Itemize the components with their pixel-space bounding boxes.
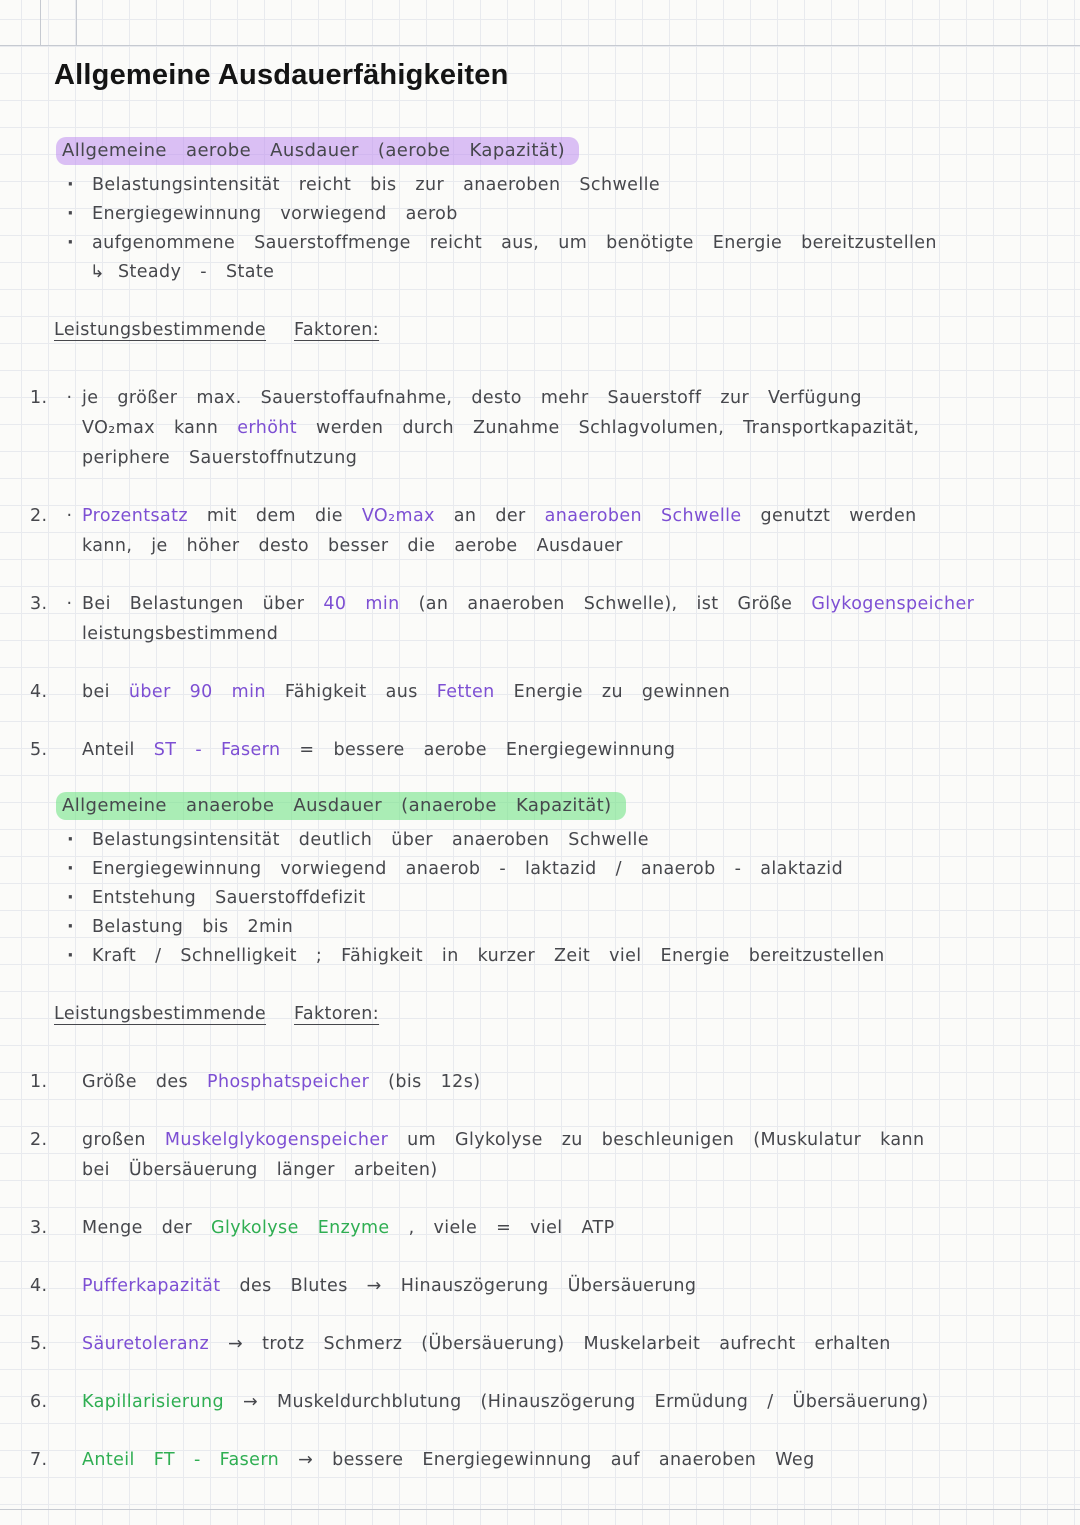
text-line <box>82 1445 1072 1475</box>
text-segment: Fähigkeit aus <box>265 682 437 702</box>
item-number: 5. <box>30 1334 48 1354</box>
underlined-label: Faktoren: <box>294 1004 380 1024</box>
text-segment: bei <box>82 682 129 702</box>
text-segment: Säuretoleranz <box>82 1334 210 1354</box>
text-segment: Größe des <box>82 1072 207 1092</box>
text-segment: Fetten <box>436 682 495 702</box>
text-segment: (bis 12s) <box>369 1072 481 1092</box>
item-number: 5. <box>30 740 48 760</box>
item-number: 3. · <box>30 594 73 614</box>
item-aerob-5 <box>30 735 1072 765</box>
heading-anaerobe-ausdauer <box>54 795 1072 816</box>
item-aerob-4 <box>30 677 1072 707</box>
text-segment: Anteil <box>82 740 154 760</box>
item-number: 4. <box>30 682 48 702</box>
text-segment: aufgenommene Sauerstoffmenge reicht aus, um benötigte Energie bereitzustellen <box>92 233 937 253</box>
text-segment: Belastung bis 2min <box>92 917 294 937</box>
text-segment: , viele = viel ATP <box>389 1218 615 1238</box>
bullets-aerobe <box>54 171 1072 287</box>
text-segment: Steady - State <box>118 262 275 282</box>
underlined-label: Leistungsbestimmende <box>54 320 267 340</box>
text-segment: (an anaeroben Schwelle), ist Größe <box>399 594 812 614</box>
text-segment: Bei Belastungen über <box>82 594 324 614</box>
text-segment: VO₂max <box>361 506 435 526</box>
text-segment: Anteil FT - Fasern <box>82 1450 280 1470</box>
text-segment: = bessere aerobe Energiegewinnung <box>280 740 676 760</box>
text-segment: an der <box>434 506 545 526</box>
text-segment: leistungsbestimmend <box>82 624 279 644</box>
item-anaerob-3 <box>30 1213 1072 1243</box>
bullet-item <box>54 200 1072 229</box>
item-number: 1. · <box>30 388 73 408</box>
underlined-label: Leistungsbestimmende <box>54 1004 267 1024</box>
text-segment: um Glykolyse zu beschleunigen (Muskulatur kann <box>388 1130 925 1150</box>
bullet-dot-icon: · <box>67 204 75 224</box>
text-segment: 40 min <box>323 594 400 614</box>
text-line <box>82 1155 1072 1185</box>
bullet-item <box>54 826 1072 855</box>
text-segment: Allgemeine aerobe Ausdauer (aerobe Kapazität) <box>62 140 566 161</box>
text-line <box>82 735 1072 765</box>
text-segment: über 90 min <box>128 682 266 702</box>
text-segment: genutzt werden <box>741 506 917 526</box>
item-aerob-1 <box>30 383 1072 473</box>
item-number: 4. <box>30 1276 48 1296</box>
text-line <box>82 383 1072 413</box>
item-number: 2. · <box>30 506 73 526</box>
label-faktoren-anaerob <box>54 1001 1072 1027</box>
text-segment: Glykolyse Enzyme <box>211 1218 390 1238</box>
text-line <box>82 1125 1072 1155</box>
text-segment: Kraft / Schnelligkeit ; Fähigkeit in kurzer Zeit viel Energie bereitzustellen <box>92 946 885 966</box>
text-highlight <box>56 137 579 165</box>
text-highlight <box>56 792 626 820</box>
text-segment: werden durch Zunahme Schlagvolumen, Transportkapazität, <box>297 418 920 438</box>
item-anaerob-5 <box>30 1329 1072 1359</box>
text-segment: erhöht <box>237 418 298 438</box>
heading-aerobe-ausdauer <box>54 140 1072 161</box>
bullet-item <box>54 855 1072 884</box>
text-line <box>82 1067 1072 1097</box>
text-segment: anaeroben Schwelle <box>544 506 742 526</box>
text-segment: des Blutes → Hinauszögerung Übersäuerung <box>220 1276 697 1296</box>
text-segment: großen <box>82 1130 165 1150</box>
text-segment: Energiegewinnung vorwiegend aerob <box>92 204 458 224</box>
text-segment: Muskelglykogenspeicher <box>164 1130 389 1150</box>
label-faktoren-aerob <box>54 317 1072 343</box>
text-line <box>82 1387 1072 1417</box>
text-line <box>82 619 1072 649</box>
bullets-anaerobe <box>54 826 1072 971</box>
text-segment: Energie zu gewinnen <box>494 682 731 702</box>
text-line <box>82 413 1072 443</box>
item-anaerob-6 <box>30 1387 1072 1417</box>
text-segment: kann, je höher desto besser die aerobe Ausdauer <box>82 536 623 556</box>
bullet-dot-icon: · <box>67 859 75 879</box>
item-aerob-3 <box>30 589 1072 649</box>
text-line <box>82 677 1072 707</box>
item-number: 1. <box>30 1072 48 1092</box>
bullet-dot-icon: · <box>67 888 75 908</box>
text-segment: periphere Sauerstoffnutzung <box>82 448 358 468</box>
bullet-dot-icon: · <box>67 917 75 937</box>
text-segment: Prozentsatz <box>82 506 188 526</box>
text-segment: → Muskeldurchblutung (Hinauszögerung Ermüdung / Übersäuerung) <box>224 1392 929 1412</box>
page-title: Allgemeine Ausdauerfähigkeiten <box>54 59 509 91</box>
text-line <box>82 589 1072 619</box>
text-segment: Allgemeine anaerobe Ausdauer (anaerobe Kapazität) <box>62 795 612 816</box>
text-segment: Kapillarisierung <box>82 1392 224 1412</box>
bullet-item <box>54 884 1072 913</box>
notes-body <box>30 140 1072 1475</box>
text-line <box>82 1213 1072 1243</box>
bullet-dot-icon: · <box>67 175 75 195</box>
item-anaerob-7 <box>30 1445 1072 1475</box>
item-anaerob-2 <box>30 1125 1072 1185</box>
text-segment: Menge der <box>82 1218 212 1238</box>
bullet-item <box>54 913 1072 942</box>
text-segment: → trotz Schmerz (Übersäuerung) Muskelarbeit aufrecht erhalten <box>209 1334 891 1354</box>
text-line <box>82 443 1072 473</box>
text-segment: Entstehung Sauerstoffdefizit <box>92 888 366 908</box>
text-segment: Belastungsintensität deutlich über anaeroben Schwelle <box>92 830 649 850</box>
text-line <box>82 1329 1072 1359</box>
bullet-item <box>54 171 1072 200</box>
bullet-item <box>54 229 1072 258</box>
text-segment: VO₂max kann <box>82 418 238 438</box>
text-line <box>82 501 1072 531</box>
item-aerob-2 <box>30 501 1072 561</box>
bullet-dot-icon: · <box>67 233 75 253</box>
item-number: 2. <box>30 1130 48 1150</box>
text-segment: bei Übersäuerung länger arbeiten) <box>82 1160 438 1180</box>
text-segment: Belastungsintensität reicht bis zur anaeroben Schwelle <box>92 175 661 195</box>
page-divider-bottom <box>0 1509 1080 1510</box>
arrow-hook-icon: ↳ <box>90 262 106 282</box>
text-segment: je größer max. Sauerstoffaufnahme, desto mehr Sauerstoff zur Verfügung <box>82 388 862 408</box>
text-line <box>82 1271 1072 1301</box>
item-number: 3. <box>30 1218 48 1238</box>
item-anaerob-4 <box>30 1271 1072 1301</box>
item-anaerob-1 <box>30 1067 1072 1097</box>
text-segment: Glykogenspeicher <box>811 594 975 614</box>
text-segment: Energiegewinnung vorwiegend anaerob - laktazid / anaerob - alaktazid <box>92 859 844 879</box>
bullet-item <box>54 942 1072 971</box>
item-number: 6. <box>30 1392 48 1412</box>
bullet-item <box>54 258 1072 287</box>
bullet-dot-icon: · <box>67 830 75 850</box>
text-segment: ST - Fasern <box>153 740 281 760</box>
text-line <box>82 531 1072 561</box>
text-segment: mit dem die <box>187 506 362 526</box>
text-segment: → bessere Energiegewinnung auf anaeroben Weg <box>279 1450 815 1470</box>
bullet-dot-icon: · <box>67 946 75 966</box>
text-segment: Phosphatspeicher <box>207 1072 370 1092</box>
item-number: 7. <box>30 1450 48 1470</box>
underlined-label: Faktoren: <box>294 320 380 340</box>
text-segment: Pufferkapazität <box>82 1276 221 1296</box>
